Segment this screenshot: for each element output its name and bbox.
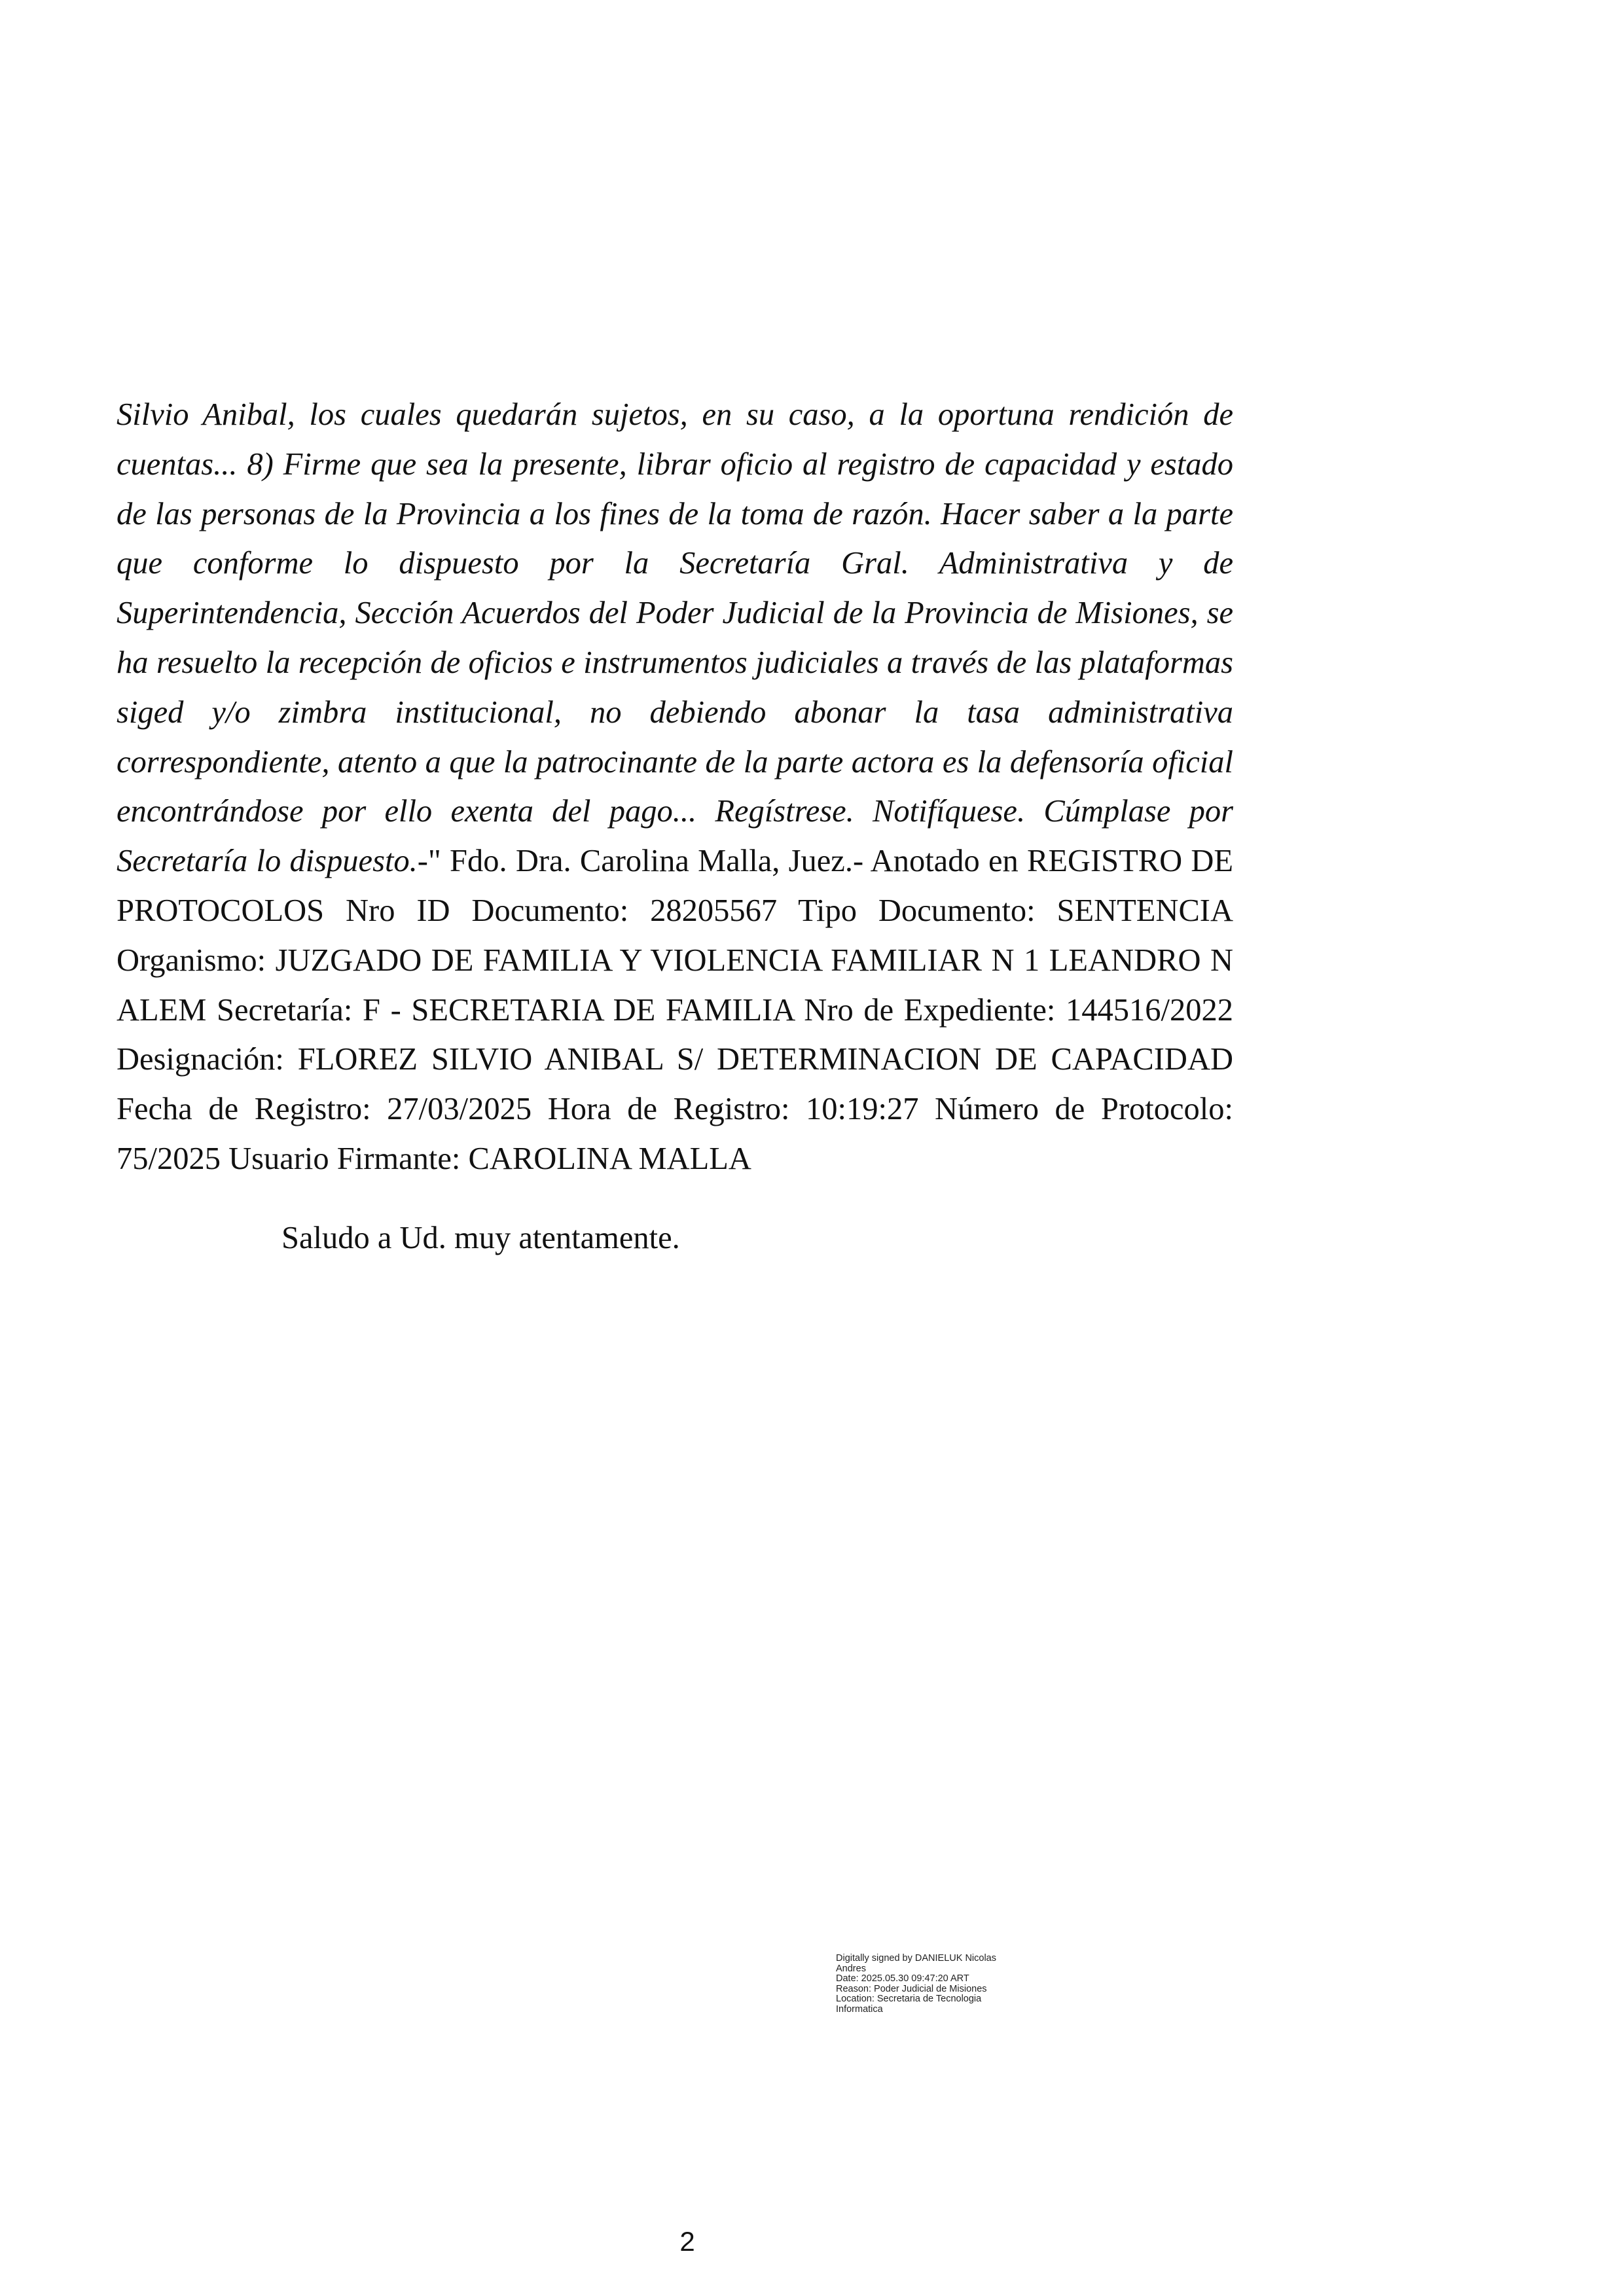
signature-date: Date: 2025.05.30 09:47:20 ART bbox=[836, 1973, 969, 1984]
signature-signed-by-continued: Andres bbox=[836, 1963, 866, 1974]
body-paragraph bbox=[117, 390, 1233, 1184]
resolution-quote-text: Silvio Anibal, los cuales quedarán sujetos, en su caso, a la oportuna rendición de cuentas... 8) Firme que sea la presente, librar oficio al registro de capacidad y estado de las personas de la Provincia a los fines de la toma de razón. Hacer saber a la parte que conforme lo dispuesto por la Secretaría Gral. Administrativa y de Superintendencia, Sección Acuerdos del Poder Judicial de la Provincia de Misiones, se ha resuelto la recepción de oficios e instrumentos judiciales a través de las plataformas siged y/o zimbra institucional, no debiendo abonar la tasa administrativa correspondiente, atento a que la patrocinante de la parte actora es la defensoría oficial encontrándose por ello exenta del pago... Regístrese. Notifíquese. Cúmplase por Secretaría lo dispuesto.- bbox=[117, 397, 1233, 879]
signature-signed-by: Digitally signed by DANIELUK Nicolas bbox=[836, 1953, 996, 1964]
signature-reason: Reason: Poder Judicial de Misiones bbox=[836, 1983, 987, 1994]
closing-salutation: Saludo a Ud. muy atentamente. bbox=[281, 1221, 680, 1255]
signature-location: Location: Secretaria de Tecnologia bbox=[836, 1994, 982, 2004]
digital-signature-stamp bbox=[836, 1954, 1052, 2015]
page-number: 2 bbox=[679, 2226, 695, 2257]
signature-location-continued: Informatica bbox=[836, 2003, 883, 2015]
registry-annotation-text: " Fdo. Dra. Carolina Malla, Juez.- Anotado en REGISTRO DE PROTOCOLOS Nro ID Documento: 28205567 Tipo Documento: SENTENCIA Organismo: JUZGADO DE FAMILIA Y VIOLENCIA FAMILIAR N 1 LEANDRO N ALEM Secretaría: F - SECRETARIA DE FAMILIA Nro de Expediente: 144516/2022 Designación: FLOREZ SILVIO ANIBAL S/ DETERMINACION DE CAPACIDAD Fecha de Registro: 27/03/2025 Hora de Registro: 10:19:27 Número de Protocolo: 75/2025 Usuario Firmante: CAROLINA MALLA bbox=[117, 844, 1233, 1176]
